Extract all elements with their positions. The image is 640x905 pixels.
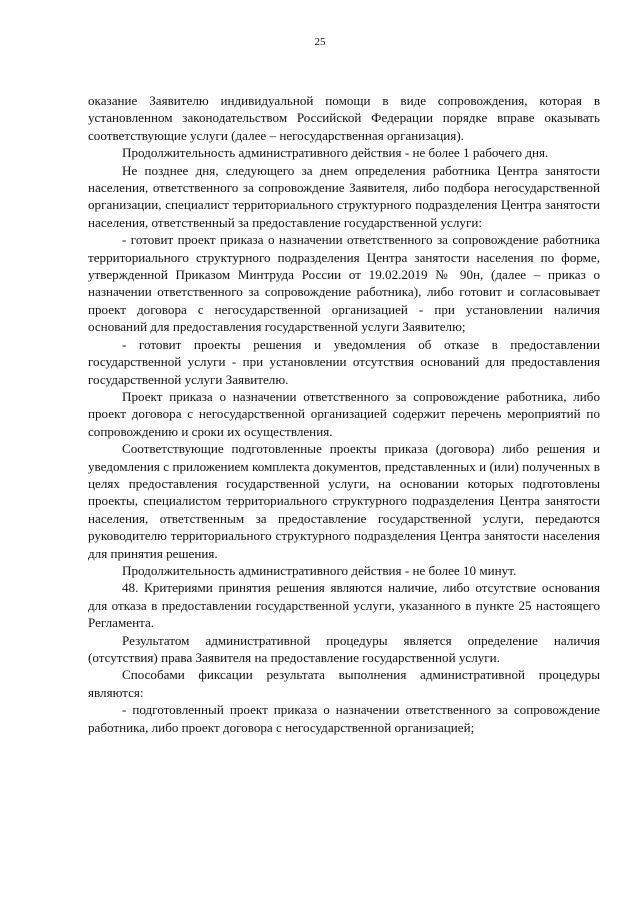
paragraph: Продолжительность административного действия - не более 1 рабочего дня. (122, 145, 549, 161)
paragraph: Результатом административной процедуры является определение наличия (отсутствия) права Заявителя на предоставление государственной услуги. (88, 632, 600, 665)
paragraph: 48. Критериями принятия решения являются наличие, либо отсутствие основания для отказа в предоставлении государственной услуги, указанного в пункте 25 настоящего Регламента. (88, 580, 600, 631)
paragraph: - готовит проект приказа о назначении ответственного за сопровождение работника территориального структурного подразделения Центра занятости населения по форме, утвержденной Приказом Минтруда России от 19.02.2019 № 90н, (далее – приказ о назначении ответственного за сопровождение работника), либо готовит и согласовывает проект договора с негосударственной организацией - при установлении наличия оснований для предоставления государственной услуги Заявителю; (88, 232, 600, 335)
paragraph: Способами фиксации результата выполнения административной процедуры являются: (88, 667, 600, 700)
paragraph: - подготовленный проект приказа о назначении ответственного за сопровождение работника, либо проект договора с негосударственной организацией; (88, 702, 600, 735)
paragraph: Не позднее дня, следующего за днем определения работника Центра занятости населения, ответственного за сопровождение Заявителя, либо подбора негосударственной организации, специалист территориального структурного подразделения Центра занятости населения, ответственный за предоставление государственной услуги: (88, 162, 600, 230)
page-number: 25 (314, 36, 326, 48)
paragraph: Проект приказа о назначении ответственного за сопровождение работника, либо проект договора с негосударственной организацией содержит перечень мероприятий по сопровождению и сроки их осуществления. (88, 388, 600, 439)
paragraph: Продолжительность административного действия - не более 10 минут. (122, 562, 517, 578)
paragraph: оказание Заявителю индивидуальной помощи в виде сопровождения, которая в установленном законодательством Российской Федерации порядке вправе оказывать соответствующие услуги (далее – негосударственная организация). (88, 93, 600, 143)
document-body (88, 92, 600, 736)
paragraph: - готовит проекты решения и уведомления об отказе в предоставлении государственной услуги - при установлении отсутствия оснований для предоставления государственной услуги Заявителю. (88, 336, 600, 387)
paragraph: Соответствующие подготовленные проекты приказа (договора) либо решения и уведомления с приложением комплекта документов, представленных и (или) полученных в целях предоставления государственной услуги, на основании которых подготовлены проекты, специалистом территориального структурного подразделения Центра занятости населения, ответственным за предоставление государственной услуги, передаются руководителю территориального структурного подразделения Центра занятости населения для принятия решения. (88, 441, 600, 561)
